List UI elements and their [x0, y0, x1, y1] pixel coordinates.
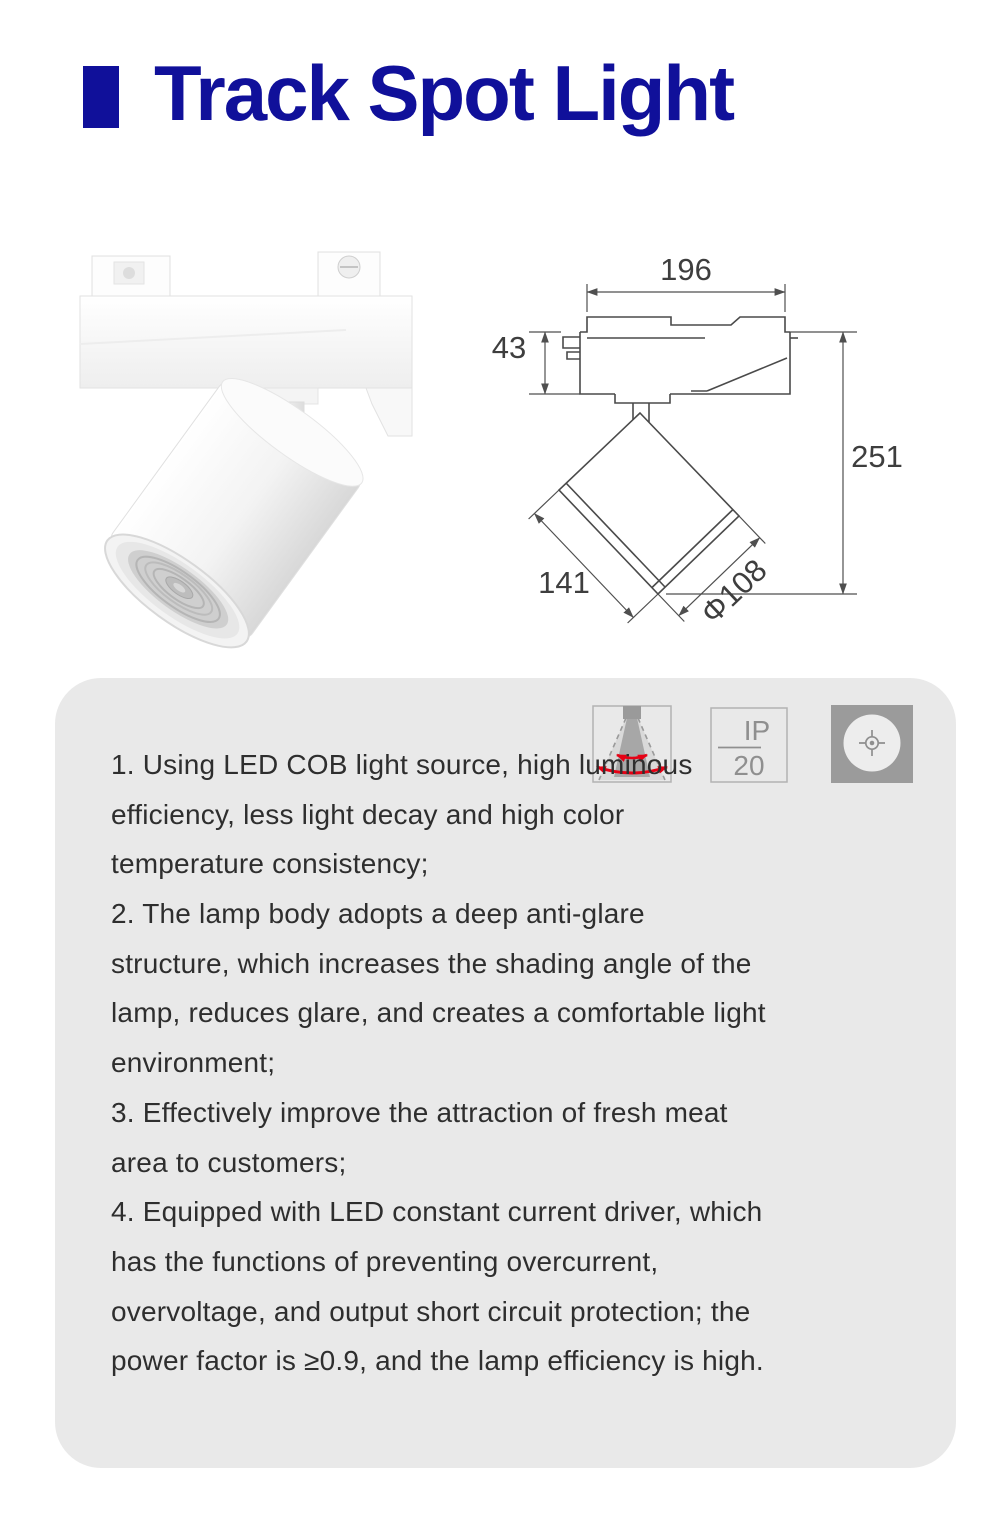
- dim-width-label: 196: [660, 252, 712, 287]
- page-title: Track Spot Light: [154, 49, 734, 137]
- fixture-outline: [559, 317, 798, 594]
- feature-text-line: 4. Equipped with LED constant current driver, which: [111, 1196, 763, 1228]
- feature-text: [111, 740, 923, 1386]
- feature-text-line: 3. Effectively improve the attraction of fresh meat: [111, 1096, 728, 1128]
- product-photo-graphic: [66, 244, 444, 656]
- feature-text-line: environment;: [111, 1047, 276, 1079]
- dim-adapter-height-label: 43: [491, 330, 527, 365]
- product-photo: [66, 244, 444, 656]
- feature-text-line: efficiency, less light decay and high color: [111, 798, 625, 830]
- dimension-drawing: [475, 240, 925, 640]
- dimension-drawing-graphic: [475, 240, 925, 640]
- feature-text-line: 1. Using LED COB light source, high luminous: [111, 749, 693, 780]
- dim-body-length-label: 141: [538, 565, 590, 600]
- feature-text-line: lamp, reduces glare, and creates a comfortable light: [111, 997, 766, 1029]
- feature-card: [55, 678, 956, 1468]
- dim-diameter-label: Φ108: [693, 552, 774, 631]
- feature-text-line: area to customers;: [111, 1146, 347, 1178]
- ip-rating-top-text: IP: [743, 715, 771, 746]
- feature-text-line: overvoltage, and output short circuit protection; the: [111, 1295, 751, 1327]
- feature-text-line: 2. The lamp body adopts a deep anti-glare: [111, 898, 645, 930]
- dim-total-height-label: 251: [851, 439, 903, 474]
- title-bullet: [83, 66, 119, 128]
- feature-text-line: temperature consistency;: [111, 848, 429, 880]
- feature-text-line: structure, which increases the shading angle of the: [111, 947, 752, 979]
- lamp-head: [89, 363, 375, 656]
- feature-text-line: power factor is ≥0.9, and the lamp efficiency is high.: [111, 1345, 764, 1377]
- feature-text-line: has the functions of preventing overcurrent,: [111, 1245, 659, 1277]
- track-mount-tabs: [92, 252, 380, 298]
- ip-rating-bottom-text: 20: [733, 750, 765, 781]
